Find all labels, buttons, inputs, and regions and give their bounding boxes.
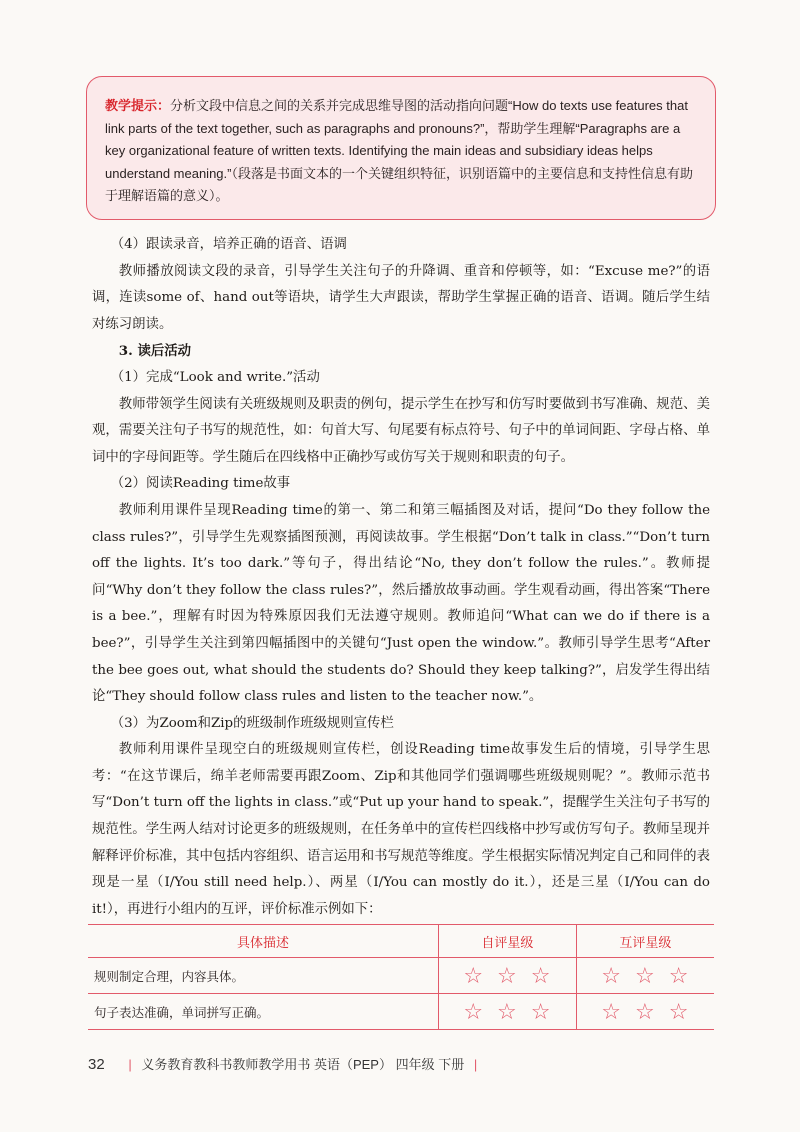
activity-1-paragraph: 教师带领学生阅读有关班级规则及职责的例句，提示学生在抄写和仿写时要做到书写准确、规范、美观，需要关注句子书写的规范性，如：句首大写、句尾要有标点符号、句子中的单词间距、字母占格、单词中的字母间距等。学生随后在四线格中正确抄写或仿写关于规则和职责的句子。: [92, 396, 710, 465]
evaluation-rubric-table: [88, 924, 714, 1030]
activity-1-heading: （1）完成“Look and write.”活动: [110, 369, 320, 385]
post-reading-heading: 3. 读后活动: [118, 343, 192, 360]
table-row: [88, 994, 714, 1030]
footer-book-title: 义务教育教科书教师教学用书: [141, 1057, 311, 1072]
table-row: [88, 958, 714, 994]
peer-star-icons: ☆☆☆: [576, 958, 714, 994]
header-description: 具体描述: [88, 925, 439, 958]
page-footer: 32 | 义务教育教科书教师教学用书 英语（PEP） 四年级 下册 |: [88, 1056, 478, 1073]
teaching-tip-text: 分析文段中信息之间的关系并完成思维导图的活动指向问题“How do texts use features that link parts of the text together, such as paragraphs and pronouns?”，帮助学生理解“Paragraphs are a key organizational feature of written texts. Identifying the main ideas and subsidiary ideas helps understand meaning.”（段落是书面文本的一个关键组织特征，识别语篇中的主要信息和支持性信息有助于理解语篇的意义）。: [105, 98, 693, 203]
step-4-paragraph: 教师播放阅读文段的录音，引导学生关注句子的升降调、重音和停顿等，如：“Excuse me?”的语调，连读some of、hand out等语块，请学生大声跟读，帮助学生掌握正确的语音、语调。随后学生结对练习朗读。: [92, 263, 710, 332]
header-peer-rating: 互评星级: [576, 925, 714, 958]
footer-grade: 四年级: [395, 1057, 435, 1072]
footer-volume: 下册: [438, 1057, 465, 1072]
header-self-rating: 自评星级: [439, 925, 577, 958]
step-4-heading: （4）跟读录音，培养正确的语音、语调: [110, 237, 347, 252]
rubric-description: 规则制定合理，内容具体。: [88, 958, 439, 994]
rubric-header-row: [88, 925, 714, 958]
peer-star-icons: ☆☆☆: [576, 994, 714, 1030]
activity-2-heading: （2）阅读Reading time故事: [110, 476, 291, 492]
body-text: [92, 232, 710, 923]
page-number: 32: [88, 1056, 105, 1073]
rubric-description: 句子表达准确，单词拼写正确。: [88, 994, 439, 1030]
teaching-tip-box: [86, 76, 716, 220]
activity-3-paragraph: 教师利用课件呈现空白的班级规则宣传栏，创设Reading time故事发生后的情境，引导学生思考：“在这节课后，绵羊老师需要再跟Zoom、Zip和其他同学们强调哪些班级规则呢？”。教师示范书写“Don’t turn off the lights in class.”或“Put up your hand to speak.”，提醒学生关注句子书写的规范性。学生两人结对讨论更多的班级规则，在任务单中的宣传栏四线格中抄写或仿写句子。教师呈现并解释评价标准，其中包括内容组织、语言运用和书写规范等维度。学生根据实际情况判定自己和同伴的表现是一星（I/You still need help.）、两星（I/You can mostly do it.），还是三星（I/You can do it!），再进行小组内的互评，评价标准示例如下：: [92, 742, 710, 917]
self-star-icons: ☆☆☆: [439, 958, 577, 994]
activity-3-heading: （3）为Zoom和Zip的班级制作班级规则宣传栏: [110, 715, 394, 731]
footer-subject: 英语（PEP）: [313, 1057, 392, 1072]
activity-2-paragraph: 教师利用课件呈现Reading time的第一、第二和第三幅插图及对话，提问“Do they follow the class rules?”，引导学生先观察插图预测，再阅读故事。学生根据“Don’t talk in class.”“Don’t turn off the lights. It’s too dark.”等句子，得出结论“No, they don’t follow the rules.”。教师提问“Why don’t they follow the class rules?”，然后播放故事动画。学生观看动画，得出答案“There is a bee.”，理解有时因为特殊原因我们无法遵守规则。教师追问“What can we do if there is a bee?”，引导学生关注到第四幅插图中的关键句“Just open the window.”。教师引导学生思考“After the bee goes out, what should the students do? Should they keep talking?”，启发学生得出结论“They should follow class rules and listen to the teacher now.”。: [92, 502, 710, 705]
teaching-tip-label: 教学提示：: [105, 98, 171, 113]
self-star-icons: ☆☆☆: [439, 994, 577, 1030]
